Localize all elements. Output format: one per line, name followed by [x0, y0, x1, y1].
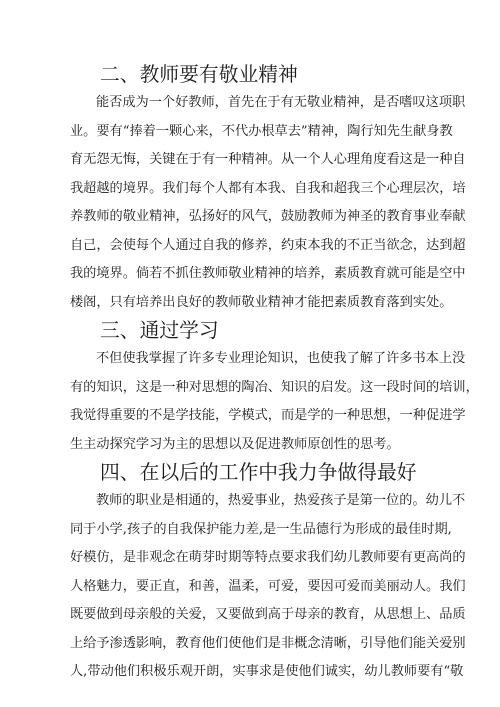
section-heading-future-work: 四、在以后的工作中我力争做得最好 [100, 461, 417, 484]
paragraph-line: 人,带动他们积极乐观开朗，实事求是使他们诚实，幼儿教师要有“敬 [70, 664, 464, 679]
paragraph-line: 业。要有“捧着一颗心来，不代办根草去”精神，陶行知先生献身教 [70, 123, 453, 139]
paragraph-line: 自己，会使每个人通过自我的修养，约束本我的不正当欲念，达到超 [70, 237, 466, 253]
paragraph-line: 好模仿，是非观念在萌芽时期等特点要求我们幼儿教师要有更高尚的 [70, 550, 466, 565]
paragraph-line: 人格魅力，要正直，和善，温柔，可爱，要因可爱而美丽动人。我们 [70, 578, 466, 594]
paragraph-line: 同于小学,孩子的自我保护能力差,是一生品德行为形成的最佳时期, [70, 521, 452, 537]
paragraph-future-work [70, 487, 466, 687]
section-heading-learning: 三、通过学习 [100, 319, 219, 342]
paragraph-line: 生主动探究学习为主的思想以及促进教师原创性的思考。 [70, 436, 400, 452]
section-heading-dedication: 二、教师要有敬业精神 [100, 63, 298, 86]
paragraph-line: 能否成为一个好教师，首先在于有无敬业精神，是否嗜叹这项职 [96, 95, 466, 110]
paragraph-line: 我的境界。倘若不抓住教师敬业精神的培养，素质教育就可能是空中 [70, 266, 466, 281]
paragraph-line: 育无怨无悔，关键在于有一种精神。从一个人心理角度看这是一种自 [70, 152, 466, 167]
paragraph-line: 教师的职业是相通的，热爱事业，热爱孩子是第一位的。幼儿不 [96, 493, 466, 508]
paragraph-line: 有的知识，这是一种对思想的陶冶、知识的启发。这一段时间的培训， [70, 379, 479, 395]
paragraph-line: 既要做到母亲般的关爱，又要做到高于母亲的教育，从思想上、品质 [70, 607, 466, 622]
paragraph-line: 上给予渗透影响，教育他们使他们是非概念清晰，引导他们能关爱别 [70, 635, 466, 651]
paragraph-line: 养教师的敬业精神，弘扬好的风气，鼓励教师为神圣的教育事业奉献 [70, 209, 466, 224]
paragraph-line: 我超越的境界。我们每个人都有本我、自我和超我三个心理层次，培 [70, 180, 466, 196]
paragraph-line: 我觉得重要的不是学技能，学模式，而是学的一种思想，一种促进学 [70, 408, 466, 423]
paragraph-line: 不但使我掌握了许多专业理论知识，也使我了解了许多书本上没 [96, 351, 466, 366]
paragraph-learning [70, 345, 479, 459]
paragraph-line: 楼阁，只有培养出良好的教师敬业精神才能把素质教育落到实处。 [70, 294, 453, 310]
paragraph-dedication [70, 89, 466, 317]
